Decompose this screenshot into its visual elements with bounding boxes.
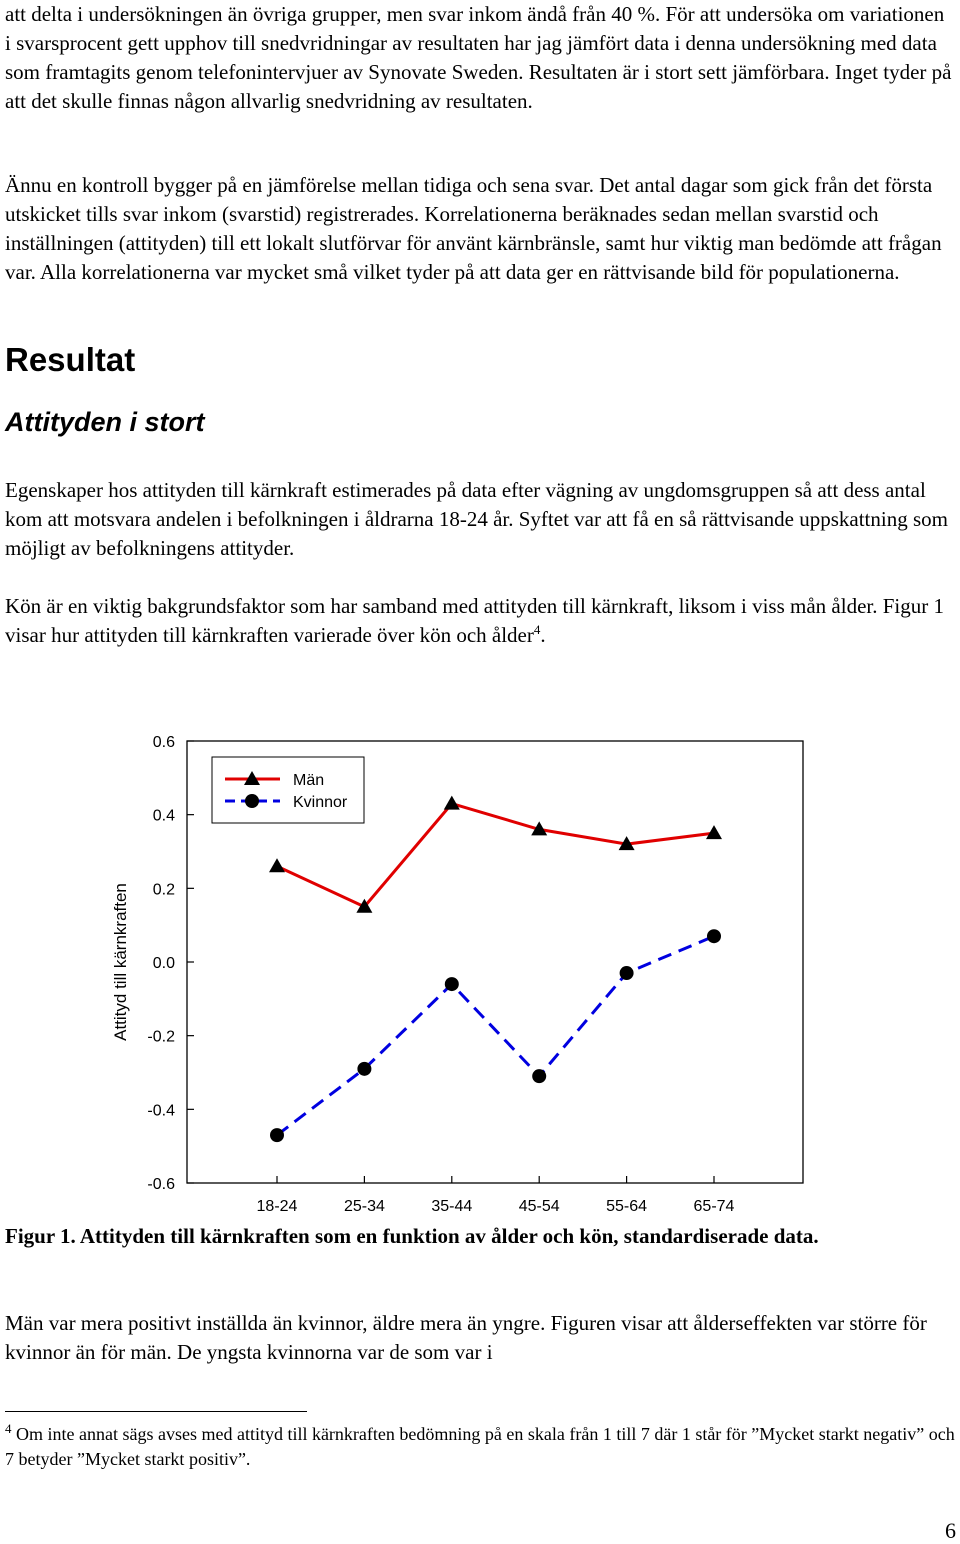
data-point-man bbox=[269, 858, 285, 872]
paragraph-gender-age-end: . bbox=[540, 623, 546, 647]
series-line-kvinnor bbox=[277, 936, 714, 1135]
x-tick-label: 55-64 bbox=[606, 1198, 648, 1215]
data-point-kvinnor bbox=[620, 966, 634, 980]
paragraph-control: Ännu en kontroll bygger på en jämförelse mellan tidiga och sena svar. Det antal dagar som gick från det första utskicket tills svar inkom (svarstid) registrerades. Korrelationerna beräknades sedan mellan svarstid och inställningen (attityden) till ett lokalt slutförvar för använt kärnbränsle, samt hur viktig man bedömde att frågan var. Alla korrelationerna var mycket små vilket tyder på att data ger en rättvisande bild för populationerna. bbox=[5, 173, 942, 284]
legend-box bbox=[212, 757, 364, 823]
paragraph-gender-age bbox=[5, 592, 955, 650]
data-point-kvinnor bbox=[445, 977, 459, 991]
y-tick-label: -0.6 bbox=[147, 1176, 175, 1193]
footnote bbox=[5, 1422, 955, 1472]
y-axis-label: Attityd till kärnkraften bbox=[111, 883, 130, 1041]
footnote-divider bbox=[5, 1411, 307, 1412]
data-point-kvinnor bbox=[270, 1128, 284, 1142]
section-heading: Resultat bbox=[5, 341, 136, 378]
legend-label: Kvinnor bbox=[293, 794, 348, 811]
y-tick-label: 0.4 bbox=[152, 807, 175, 825]
y-tick-label: 0.0 bbox=[152, 955, 175, 972]
paragraph-estimation: Egenskaper hos attityden till kärnkraft estimerades på data efter vägning av ungdomsgruppen så att dess antal kom att motsvara andelen i befolkningen i åldrarna 18-24 år. Syftet var att få en så rättvisande uppskattning som möjligt av befolkningens attityder. bbox=[5, 478, 948, 560]
legend-label: Män bbox=[293, 772, 325, 789]
footnote-number: 4 bbox=[5, 1421, 12, 1436]
y-tick-label: 0.6 bbox=[152, 734, 175, 751]
x-tick-label: 45-54 bbox=[518, 1198, 560, 1215]
data-point-kvinnor bbox=[532, 1069, 546, 1083]
figure-caption: Figur 1. Attityden till kärnkraften som en funktion av ålder och kön, standardiserade data. bbox=[5, 1224, 819, 1248]
footnote-text: Om inte annat sägs avses med attityd till kärnkraften bedömning på en skala från 1 till 7 där 1 står för ”Mycket starkt negativ” och 7 betyder ”Mycket starkt positiv”. bbox=[5, 1424, 955, 1469]
paragraph-gender-age-text: Kön är en viktig bakgrundsfaktor som har samband med attityden till kärnkraft, liksom i viss mån ålder. Figur 1 visar hur attityden till kärnkraften varierade över kön och ålder bbox=[5, 594, 944, 647]
data-point-kvinnor bbox=[707, 929, 721, 943]
x-tick-label: 25-34 bbox=[343, 1198, 385, 1215]
y-tick-label: -0.2 bbox=[147, 1028, 175, 1046]
data-point-man bbox=[706, 825, 722, 839]
y-tick-label: 0.2 bbox=[152, 881, 175, 899]
x-tick-label: 65-74 bbox=[693, 1198, 735, 1215]
x-tick-label: 35-44 bbox=[431, 1198, 473, 1215]
legend-marker bbox=[245, 794, 259, 808]
data-point-kvinnor bbox=[357, 1062, 371, 1076]
figure-chart bbox=[0, 700, 960, 1220]
data-point-man bbox=[444, 796, 460, 810]
footnote-ref[interactable]: 4 bbox=[533, 622, 541, 637]
paragraph-conclusion: Män var mera positivt inställda än kvinnor, äldre mera än yngre. Figuren visar att ålderseffekten var större för kvinnor än för män. De yngsta kvinnorna var de som var i bbox=[5, 1311, 927, 1364]
paragraph-intro: att delta i undersökningen än övriga grupper, men svar inkom ändå från 40 %. För att undersöka om variationen i svarsprocent gett upphov till snedvridningar av resultaten har jag jämfört data i denna undersökning med data som framtagits genom telefonintervjuer av Synovate Sweden. Resultaten är i stort sett jämförbara. Inget tyder på att det skulle finnas någon allvarlig snedvridning av resultaten. bbox=[5, 2, 952, 113]
y-tick-label: -0.4 bbox=[147, 1102, 175, 1120]
x-tick-label: 18-24 bbox=[256, 1198, 298, 1215]
subsection-heading: Attityden i stort bbox=[5, 407, 205, 437]
page-number: 6 bbox=[945, 1518, 956, 1543]
